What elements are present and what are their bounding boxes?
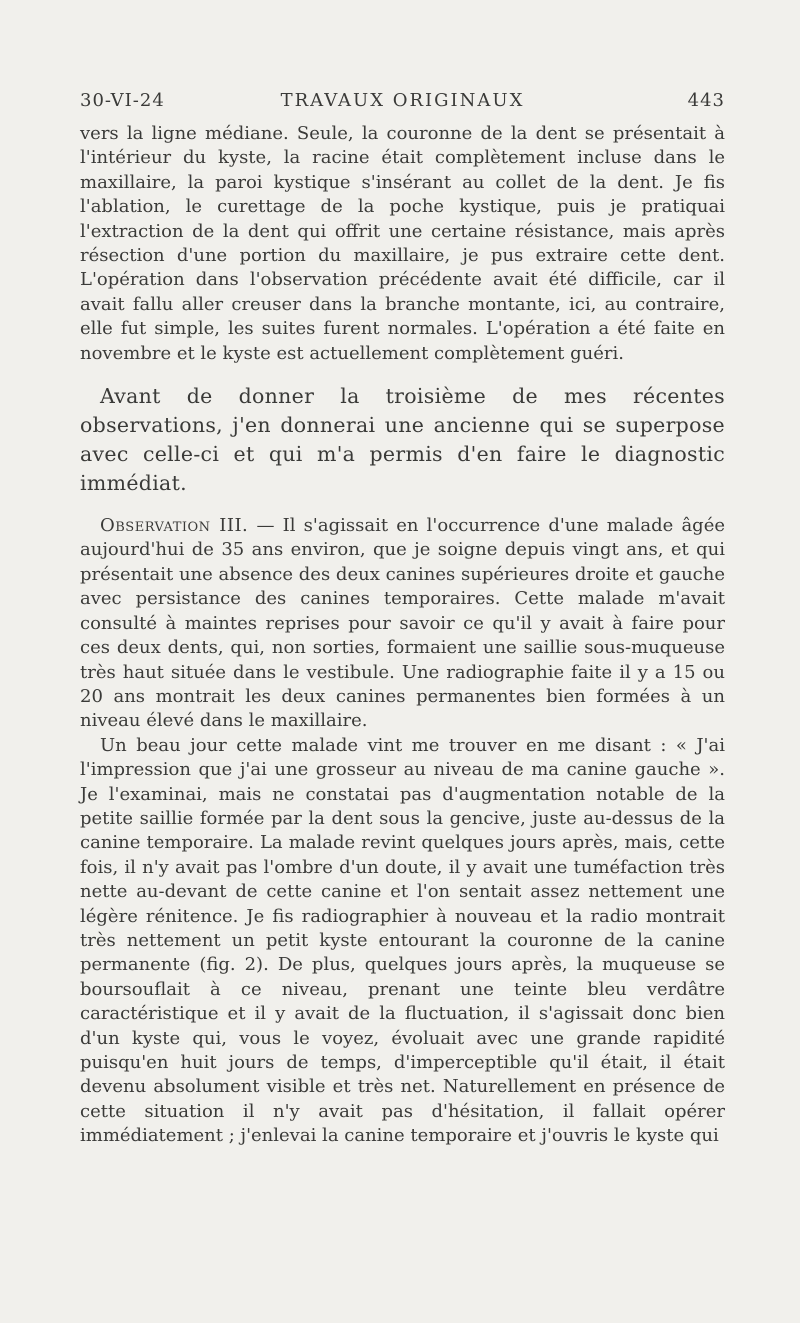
observation-text: — Il s'agissait en l'occurrence d'une malade âgée aujourd'hui de 35 ans environ, que je soigne depuis vingt ans, et qui présentait une absence des deux canines supérieures droite et gauche avec persistance des canines temporaires. Cette malade m'avait consulté à maintes reprises pour savoir ce qu'il y avait à faire pour ces deux dents, qui, non sorties, formaient une saillie sous-muqueuse très haut située dans le vestibule. Une radiographie faite il y a 15 ou 20 ans montrait les deux canines permanentes bien formées à un niveau élevé dans le maxillaire.	[80, 515, 725, 732]
journal-section-title: TRAVAUX ORIGINAUX	[280, 90, 525, 111]
paragraph-continuation: vers la ligne médiane. Seule, la couronne de la dent se présentait à l'intérieur du kyste, la racine était complètement incluse dans le maxillaire, la paroi kystique s'insérant au collet de la dent. Je fis l'ablation, le curettage de la poche kystique, puis je pratiquai l'extraction de la dent qui offrit une certaine résistance, mais après résection d'une portion du maxillaire, je pus extraire cette dent. L'opération dans l'observation précédente avait été difficile, car il avait fallu aller creuser dans la branche montante, ici, au contraire, elle fut simple, les suites furent normales. L'opération a été faite en novembre et le kyste est actuellement complètement guéri.	[80, 123, 725, 364]
running-head	[80, 90, 725, 120]
page-number: 443	[687, 90, 725, 111]
observation-label: Observation III.	[100, 515, 249, 537]
paragraph-transition: Avant de donner la troisième de mes récentes observations, j'en donnerai une ancienne qui se superpose avec celle-ci et qui m'a permis d'en faire le diagnostic immédiat.	[80, 384, 725, 496]
paragraph-observation-3	[80, 514, 725, 734]
issue-date: 30-VI-24	[80, 90, 165, 111]
article-body	[80, 122, 725, 1149]
paragraph-case-narrative: Un beau jour cette malade vint me trouver en me disant : « J'ai l'impression que j'ai une grosseur au niveau de ma canine gauche ». Je l'examinai, mais ne constatai pas d'augmentation notable de la petite saillie formée par la dent sous la gencive, juste au-dessus de la canine temporaire. La malade revint quelques jours après, mais, cette fois, il n'y avait pas l'ombre d'un doute, il y avait une tuméfaction très nette au-devant de cette canine et l'on sentait assez nettement une légère rénitence. Je fis radiographier à nouveau et la radio montrait très nettement un petit kyste entourant la couronne de la canine permanente (fig. 2). De plus, quelques jours après, la muqueuse se boursouflait à ce niveau, prenant une teinte bleu verdâtre caractéristique et il y avait de la fluctuation, il s'agissait donc bien d'un kyste qui, vous le voyez, évoluait avec une grande rapidité puisqu'en huit jours de temps, d'imperceptible qu'il était, il était devenu absolument visible et très net. Naturellement en présence de cette situation il n'y avait pas d'hésitation, il fallait opérer immédiatement ; j'enlevai la canine temporaire et j'ouvris le kyste qui	[80, 734, 725, 1147]
page	[80, 90, 725, 1149]
